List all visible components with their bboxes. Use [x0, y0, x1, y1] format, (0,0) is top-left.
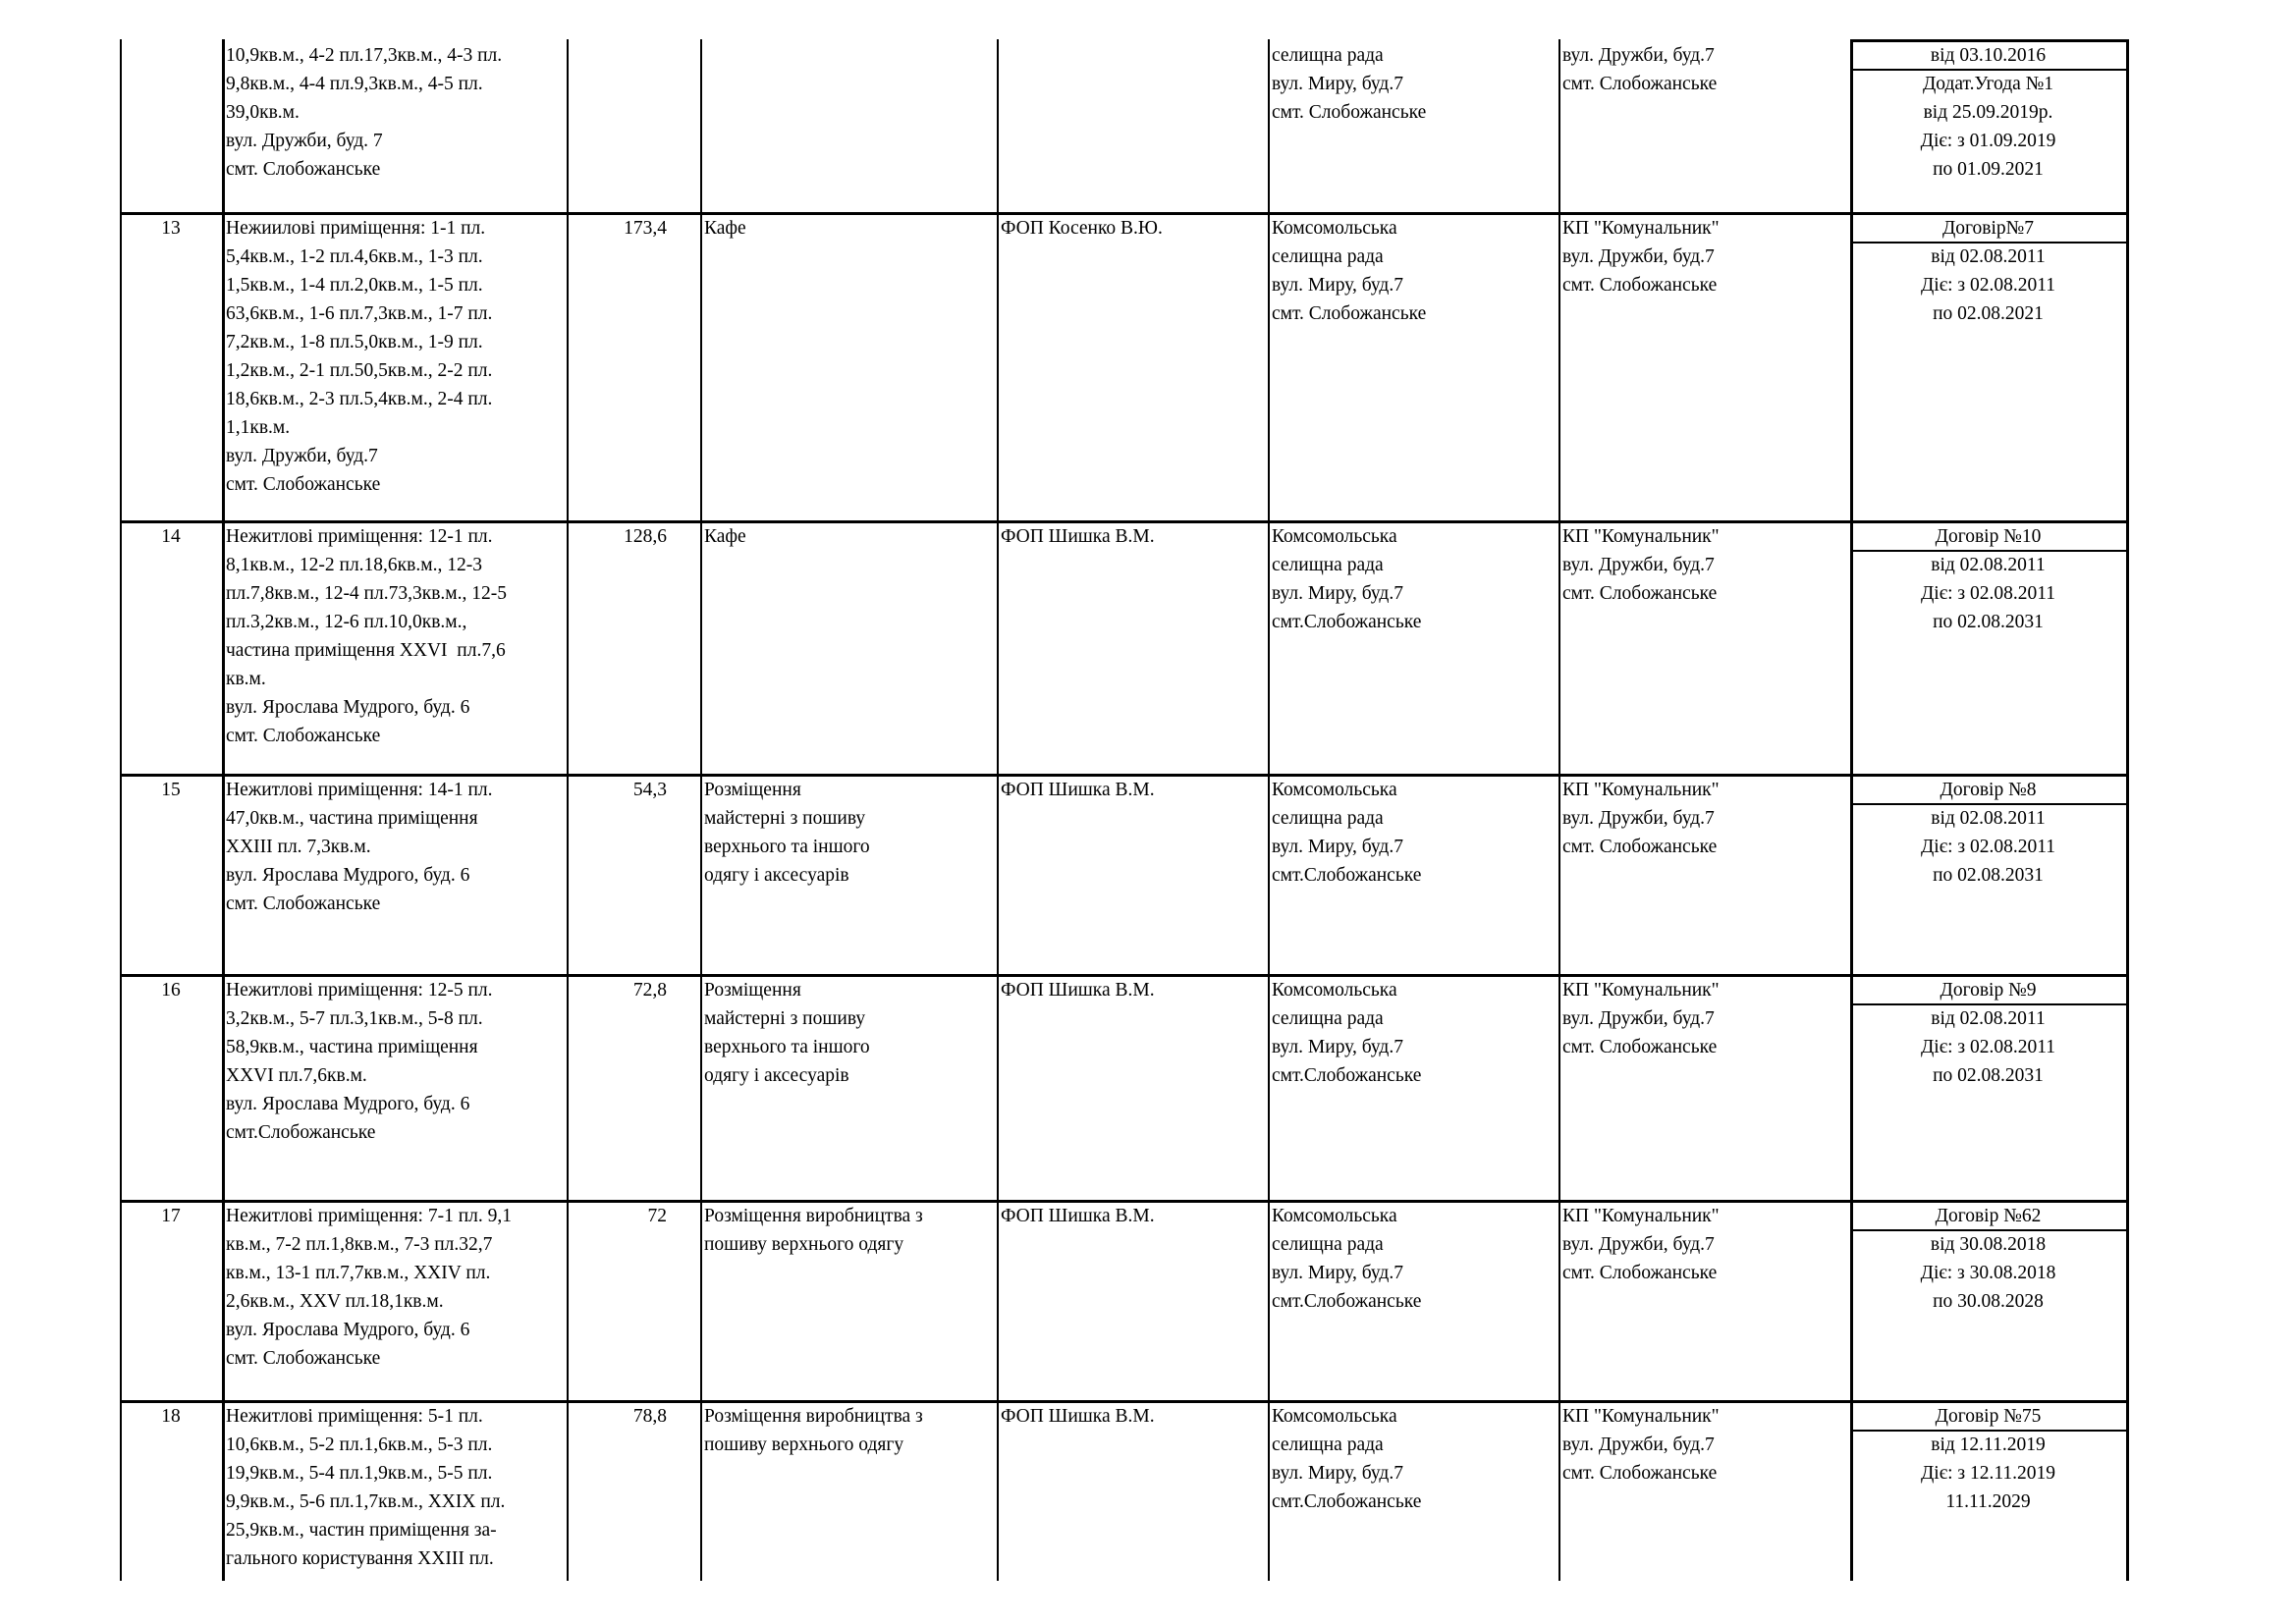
table-vertical-rule: [700, 39, 702, 1581]
contract-details: від 12.11.2019 Діє: з 12.11.2019 11.11.2029: [1921, 1435, 2055, 1512]
area-value: 54,3: [632, 780, 667, 800]
usage-purpose: Кафе: [704, 218, 746, 239]
table-vertical-rule: [567, 39, 569, 1581]
usage-purpose: Розміщення майстерні з пошиву верхнього та іншого одягу і аксесуарів: [704, 980, 870, 1086]
tenant-name: ФОП Косенко В.Ю.: [1001, 218, 1163, 239]
row-number: 18: [161, 1406, 181, 1427]
contract-title: від 03.10.2016: [1930, 45, 2047, 66]
area-value: 78,8: [632, 1406, 667, 1427]
table-vertical-rule: [1268, 39, 1270, 1581]
object-description: Нежиилові приміщення: 1-1 пл. 5,4кв.м., 1-2 пл.4,6кв.м., 1-3 пл. 1,5кв.м., 1-4 пл.2,0кв.м., 1-5 пл. 63,6кв.м., 1-6 пл.7,3кв.м., 1-7 пл. 7,2кв.м., 1-8 пл.5,0кв.м., 1-9 пл. 1,2кв.м., 2-1 пл.50,5кв.м., 2-2 пл. 18,6кв.м., 2-3 пл.5,4кв.м., 2-4 пл. 1,1кв.м. вул. Дружби, буд.7 смт. Слобожанське: [226, 218, 493, 495]
table-vertical-rule: [1850, 39, 1853, 1581]
owner-info: Комсомольська селищна рада вул. Миру, буд.7 смт.Слобожанське: [1272, 980, 1422, 1086]
contract-details: від 02.08.2011 Діє: з 02.08.2011 по 02.08.2031: [1921, 555, 2055, 632]
tenant-name: ФОП Шишка В.М.: [1001, 526, 1155, 547]
owner-info: Комсомольська селищна рада вул. Миру, буд.7 смт. Слобожанське: [1272, 218, 1427, 324]
balance-holder-info: КП "Комунальник" вул. Дружби, буд.7 смт. Слобожанське: [1562, 780, 1720, 857]
object-description: Нежитлові приміщення: 14-1 пл. 47,0кв.м., частина приміщення XXIII пл. 7,3кв.м. вул. Ярослава Мудрого, буд. 6 смт. Слобожанське: [226, 780, 493, 914]
row-number: 14: [161, 526, 181, 547]
tenant-name: ФОП Шишка В.М.: [1001, 1206, 1155, 1226]
contract-details: від 02.08.2011 Діє: з 02.08.2011 по 02.08.2031: [1921, 808, 2055, 886]
balance-holder-info: КП "Комунальник" вул. Дружби, буд.7 смт. Слобожанське: [1562, 980, 1720, 1057]
balance-holder-info: КП "Комунальник" вул. Дружби, буд.7 смт. Слобожанське: [1562, 1206, 1720, 1283]
area-value: 173,4: [624, 218, 667, 239]
usage-purpose: Кафе: [704, 526, 746, 547]
object-description: Нежитлові приміщення: 12-1 пл. 8,1кв.м., 12-2 пл.18,6кв.м., 12-3 пл.7,8кв.м., 12-4 пл.73,3кв.м., 12-5 пл.3,2кв.м., 12-6 пл.10,0кв.м., частина приміщення XXVI пл.7,6 кв.м. вул. Ярослава Мудрого, буд. 6 смт. Слобожанське: [226, 526, 507, 746]
contract-details: від 30.08.2018 Діє: з 30.08.2018 по 30.08.2028: [1920, 1234, 2056, 1312]
tenant-name: ФОП Шишка В.М.: [1001, 780, 1155, 800]
balance-holder-info: КП "Комунальник" вул. Дружби, буд.7 смт. Слобожанське: [1562, 1406, 1720, 1484]
object-description: Нежитлові приміщення: 12-5 пл. 3,2кв.м., 5-7 пл.3,1кв.м., 5-8 пл. 58,9кв.м., частина приміщення XXVI пл.7,6кв.м. вул. Ярослава Мудрого, буд. 6 смт.Слобожанське: [226, 980, 493, 1143]
tenant-name: ФОП Шишка В.М.: [1001, 980, 1155, 1001]
row-number: 15: [161, 780, 181, 800]
contract-title: Договір №8: [1940, 780, 2037, 800]
table-vertical-rule: [1558, 39, 1560, 1581]
contract-details: Додат.Угода №1 від 25.09.2019р. Діє: з 01.09.2019 по 01.09.2021: [1920, 74, 2056, 180]
tenant-name: ФОП Шишка В.М.: [1001, 1406, 1155, 1427]
area-value: 72: [647, 1206, 667, 1226]
object-description: 10,9кв.м., 4-2 пл.17,3кв.м., 4-3 пл. 9,8кв.м., 4-4 пл.9,3кв.м., 4-5 пл. 39,0кв.м. вул. Дружби, буд. 7 смт. Слобожанське: [226, 45, 503, 180]
usage-purpose: Розміщення виробництва з пошиву верхнього одягу: [704, 1406, 923, 1455]
table-vertical-rule: [120, 39, 122, 1581]
object-description: Нежитлові приміщення: 5-1 пл. 10,6кв.м., 5-2 пл.1,6кв.м., 5-3 пл. 19,9кв.м., 5-4 пл.1,9кв.м., 5-5 пл. 9,9кв.м., 5-6 пл.1,7кв.м., XXIX пл. 25,9кв.м., частин приміщення за- гального користування XXIII пл.: [226, 1406, 506, 1569]
object-description: Нежитлові приміщення: 7-1 пл. 9,1 кв.м., 7-2 пл.1,8кв.м., 7-3 пл.32,7 кв.м., 13-1 пл.7,7кв.м., XXIV пл. 2,6кв.м., XXV пл.18,1кв.м. вул. Ярослава Мудрого, буд. 6 смт. Слобожанське: [226, 1206, 513, 1369]
balance-holder-info: вул. Дружби, буд.7 смт. Слобожанське: [1562, 45, 1718, 94]
contract-title: Договір №75: [1935, 1406, 2042, 1427]
owner-info: Комсомольська селищна рада вул. Миру, буд.7 смт.Слобожанське: [1272, 526, 1422, 632]
row-number: 16: [161, 980, 181, 1001]
balance-holder-info: КП "Комунальник" вул. Дружби, буд.7 смт. Слобожанське: [1562, 218, 1720, 296]
contract-details: від 02.08.2011 Діє: з 02.08.2011 по 02.08.2021: [1921, 246, 2055, 324]
area-value: 72,8: [632, 980, 667, 1001]
balance-holder-info: КП "Комунальник" вул. Дружби, буд.7 смт. Слобожанське: [1562, 526, 1720, 604]
usage-purpose: Розміщення виробництва з пошиву верхнього одягу: [704, 1206, 923, 1255]
contract-title: Договір№7: [1941, 218, 2035, 239]
area-value: 128,6: [624, 526, 667, 547]
contract-title: Договір №9: [1940, 980, 2037, 1001]
contract-title: Договір №10: [1935, 526, 2042, 547]
owner-info: Комсомольська селищна рада вул. Миру, буд.7 смт.Слобожанське: [1272, 780, 1422, 886]
contract-title: Договір №62: [1935, 1206, 2042, 1226]
table-vertical-rule: [2126, 39, 2129, 1581]
usage-purpose: Розміщення майстерні з пошиву верхнього та іншого одягу і аксесуарів: [704, 780, 870, 886]
table-vertical-rule: [997, 39, 999, 1581]
row-number: 17: [161, 1206, 181, 1226]
owner-info: селищна рада вул. Миру, буд.7 смт. Слобожанське: [1272, 45, 1427, 123]
contract-details: від 02.08.2011 Діє: з 02.08.2011 по 02.08.2031: [1921, 1008, 2055, 1086]
row-number: 13: [161, 218, 181, 239]
owner-info: Комсомольська селищна рада вул. Миру, буд.7 смт.Слобожанське: [1272, 1206, 1422, 1312]
table-vertical-rule: [222, 39, 225, 1581]
owner-info: Комсомольська селищна рада вул. Миру, буд.7 смт.Слобожанське: [1272, 1406, 1422, 1512]
